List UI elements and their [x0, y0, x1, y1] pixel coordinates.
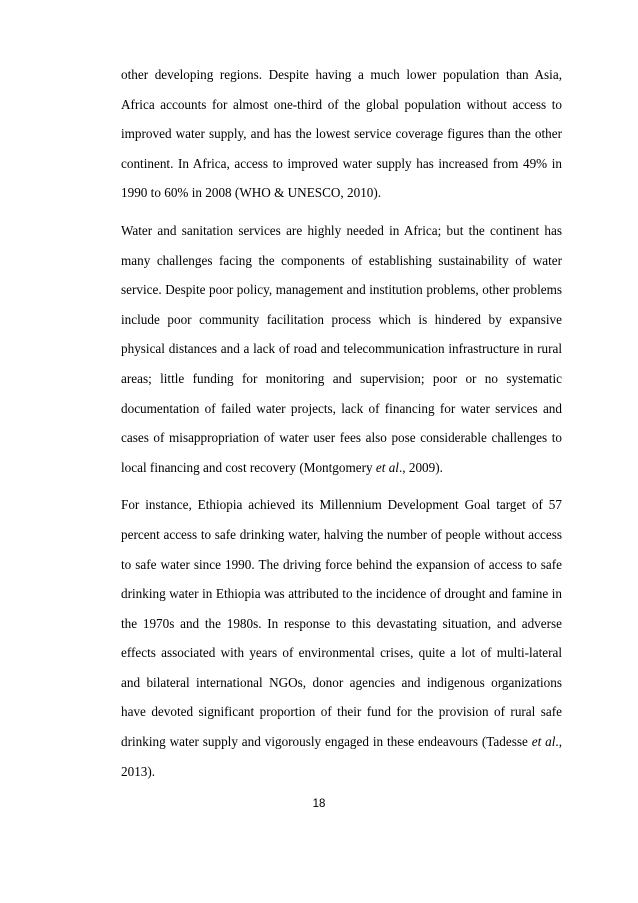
- citation-year: ., 2013).: [121, 734, 562, 779]
- paragraph-text: other developing regions. Despite having a much lower population than Asia, Africa accounts for almost one-third of the global population without access to improved water supply, and has the lowest service coverage figures than the other continent. In Africa, access to improved water supply has increased from 49% in 1990 to 60% in 2008 (WHO & UNESCO, 2010).: [121, 67, 562, 201]
- page-number: 18: [312, 798, 326, 810]
- citation-et-al: et al: [531, 734, 556, 750]
- paragraph-sanitation-challenges: [121, 216, 562, 482]
- paragraph-text: For instance, Ethiopia achieved its Millennium Development Goal target of 57 percent access to safe drinking water, halving the number of people without access to safe water since 1990. The driving force behind the expansion of access to safe drinking water in Ethiopia was attributed to the incidence of drought and famine in the 1970s and the 1980s. In response to this devastating situation, and adverse effects associated with years of environmental crises, quite a lot of multi-lateral and bilateral international NGOs, donor agencies and indigenous organizations have devoted significant proportion of their fund for the provision of rural safe drinking water supply and vigorously engaged in these endeavours (Tadesse: [121, 497, 562, 750]
- paragraph-text: Water and sanitation services are highly needed in Africa; but the continent has many challenges facing the components of establishing sustainability of water service. Despite poor policy, management and institution problems, other problems include poor community facilitation process which is hindered by expansive physical distances and a lack of road and telecommunication infrastructure in rural areas; little funding for monitoring and supervision; poor or no systematic documentation of failed water projects, lack of financing for water services and cases of misappropriation of water user fees also pose considerable challenges to local financing and cost recovery (Montgomery: [121, 222, 562, 475]
- paragraph-ethiopia-mdg: [121, 490, 562, 786]
- citation-et-al: et al: [375, 459, 399, 475]
- paragraph-africa-water-supply: [121, 60, 562, 208]
- body-text: [121, 60, 562, 794]
- citation-year: ., 2009).: [398, 459, 443, 475]
